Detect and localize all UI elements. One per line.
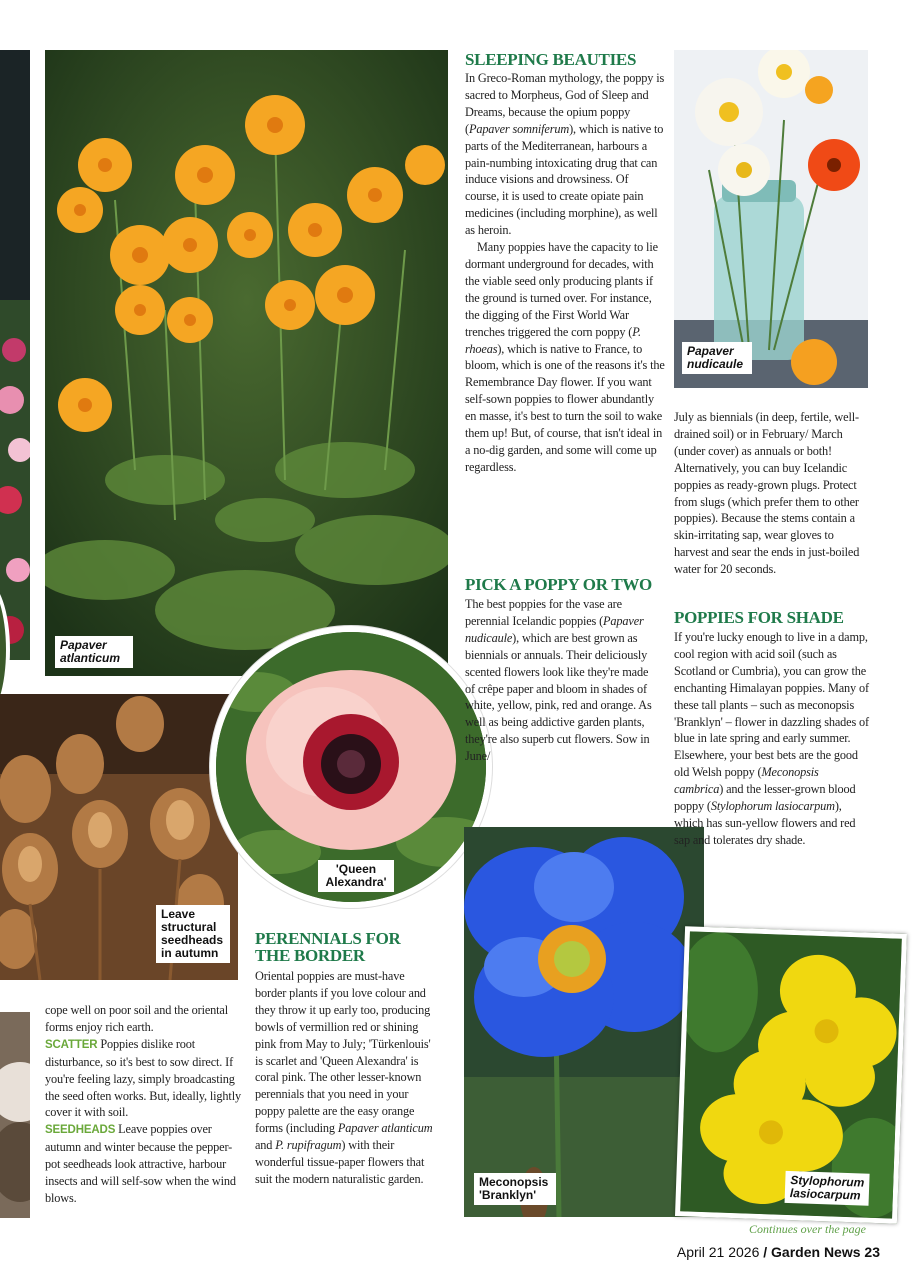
jar-poppies-illustration [674,50,868,388]
pick-a-poppy-p1: The best poppies for the vase are perennial Icelandic poppies (Papaver nudicaule), which are best grown as biennials or annuals. Their deliciously scented flowers look like they're made of crêpe paper and bloom in shades of white, yellow, pink, red and orange. As well as being addictive garden plants, they're also superb cut flowers. Sow in June/ [465,597,652,764]
poppies-for-shade-body [674,629,870,849]
heading-sleeping-beauties: SLEEPING BEAUTIES [465,50,637,69]
page-number: 23 [864,1244,880,1260]
left-column-intro: cope well on poor soil and the oriental forms enjoy rich earth. [45,1003,228,1034]
papaver-atlanticum-caption: Papaver atlanticum [55,636,133,668]
sleeping-beauties-body [465,70,665,476]
page-footer: April 21 2026 / Garden News 23 [676,1244,880,1260]
sleeping-beauties-p2: Many poppies have the capacity to lie dormant underground for decades, with the viable seed only producing plants if the ground is turned over. For instance, the digging of the First World War trenches triggered the corn poppy (P. rhoeas), which is native to France, to bloom, which is one of the reasons it's the Remembrance Day flower. If you want self-sown poppies to flower abundantly en masse, it's best to turn the soil to wake them up! But, of course, that isn't ideal in a no-dig garden, and some will come up regardless. [465,240,665,474]
papaver-atlanticum-photo [45,50,448,676]
sleeping-beauties-p1: In Greco-Roman mythology, the poppy is sacred to Morpheus, God of Sleep and Dreams, because the opium poppy (Papaver somniferum), which is native to parts of the Mediterranean, harbours a pain-numbing intoxicating drug that can induce visions and drowsiness. Of course, it is used to create opiate pain medicines (including morphine), as well as heroin. [465,71,665,238]
poppies-for-shade-p1: If you're lucky enough to live in a damp, cool region with acid soil (such as Scotland or Cumbria), you can grow the enchanting Himalayan poppies. Many of these tall plants – such as meconopsis 'Branklyn' – flower in dazzling shades of blue in late spring and early summer. Elsewhere, your best bets are the good old Welsh poppy (Meconopsis cambrica) and the lesser-grown blood poppy (Stylophorum lasiocarpum), which has sun-yellow flowers and red sap and tolerates dry shade. [674,630,869,847]
pick-a-poppy-continued [674,409,870,578]
seedheads-caption: Leave structural seedheads in autumn [156,905,230,963]
papaver-nudicaule-photo [674,50,868,388]
bowl-illustration [0,1012,30,1218]
left-edge-flowers [0,50,30,660]
heading-pick-a-poppy: PICK A POPPY OR TWO [465,575,652,594]
papaver-nudicaule-caption: Papaver nudicaule [682,342,752,374]
meconopsis-photo [464,827,704,1217]
perennials-p1: Oriental poppies are must-have border plants if you love colour and they throw it up early too, producing bowls of vermillion red or shining pink from May to July; 'Türkenlouis' is scarlet and 'Queen Alexandra' is coral pink. The other lesser-known perennials that you need in your poppy palette are the easy orange forms (including Papaver atlanticum and P. rupifragum) with their wonderful tissue-paper flowers that suit the modern naturalistic garden. [255,969,433,1186]
stylophorum-caption: Stylophorum lasiocarpum [785,1171,870,1206]
pick-a-poppy-p2: July as biennials (in deep, fertile, well-drained soil) or in February/ March (under cover) as annuals or both! Alternatively, you can buy Icelandic poppies as ready-grown plugs. Protect from slugs (which prefer them to other poppies). Because the stems contain a skin-irritating sap, wear gloves to harvest and sear the ends in just-boiled water for 20 seconds. [674,410,860,577]
heading-perennials: PERENNIALS FOR THE BORDER [255,929,401,965]
perennials-body [255,968,435,1188]
pick-a-poppy-body [465,596,657,765]
stylophorum-photo [675,926,907,1224]
scatter-paragraph: SCATTER Poppies dislike root disturbance, so it's best to sow direct. If you're feeling lazy, simply broadcasting the seed often works. But, ideally, lightly cover it with soil. [45,1036,241,1120]
continues-over-page: Continues over the page [749,1222,866,1236]
meconopsis-caption: Meconopsis 'Branklyn' [474,1173,556,1205]
heading-poppies-for-shade: POPPIES FOR SHADE [674,608,844,627]
left-column-body [45,1002,241,1207]
orange-poppies-illustration [45,50,448,676]
seedheads-paragraph: SEEDHEADS Leave poppies over autumn and winter because the pepper-pot seedheads look attractive, harbour insects and will self-sow when the wind blows. [45,1122,236,1205]
blue-poppy-illustration [464,827,704,1217]
queen-alexandra-photo [210,626,492,908]
seedheads-photo [0,694,238,980]
scatter-keyword: SCATTER [45,1038,98,1051]
magazine-name: Garden News [771,1244,861,1260]
left-edge-photo [0,50,30,660]
seedheads-keyword: SEEDHEADS [45,1124,116,1137]
queen-alexandra-caption: 'Queen Alexandra' [318,860,394,892]
issue-date: April 21 2026 [676,1244,760,1260]
left-bottom-photo [0,1012,30,1218]
